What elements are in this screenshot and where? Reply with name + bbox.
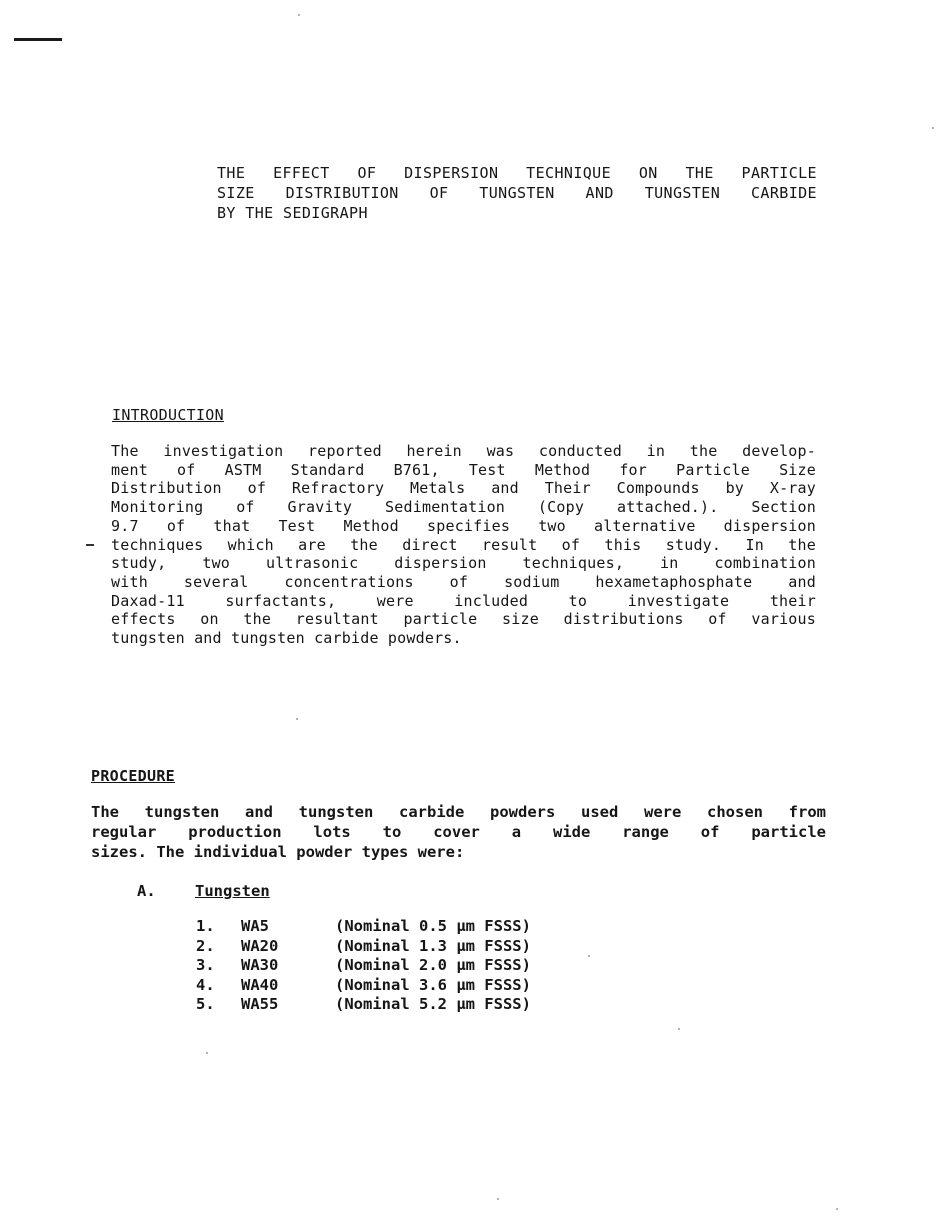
item-code: WA40	[241, 975, 279, 994]
procedure-heading: PROCEDURE	[91, 767, 175, 785]
paragraph-line: study, two ultrasonic dispersion techniques, in combination	[111, 554, 816, 573]
paragraph-line: with several concentrations of sodium hexametaphosphate and	[111, 572, 816, 591]
item-code: WA20	[241, 936, 279, 955]
scan-speck	[932, 127, 934, 129]
item-description: (Nominal 0.5 µm FSSS)	[335, 917, 531, 935]
scan-speck	[836, 1208, 838, 1210]
title-line: THE EFFECT OF DISPERSION TECHNIQUE ON THE PARTICLE	[217, 164, 817, 182]
paragraph-line: The tungsten and tungsten carbide powders used were chosen from	[91, 803, 826, 821]
scan-speck	[206, 1052, 208, 1054]
paragraph-line: The investigation reported herein was conducted in the develop-	[111, 442, 816, 460]
item-number: 5.	[196, 995, 215, 1013]
margin-dash	[86, 544, 94, 546]
scan-mark	[14, 38, 62, 41]
scan-speck	[296, 718, 298, 720]
item-code: WA30	[241, 956, 279, 974]
section-title: Tungsten	[195, 882, 270, 900]
paragraph-line: effects on the resultant particle size distributions of various	[111, 610, 816, 629]
procedure-paragraph	[91, 802, 826, 862]
scan-speck	[497, 1198, 499, 1200]
paragraph-line: 9.7 of that Test Method specifies two alternative dispersion	[111, 516, 816, 535]
paragraph-line: sizes. The individual powder types were:	[91, 843, 465, 861]
item-number: 3.	[196, 956, 215, 974]
paragraph-line: techniques which are the direct result of this study. In the	[111, 535, 816, 554]
introduction-paragraph	[111, 442, 816, 648]
document-title	[217, 163, 817, 223]
item-description: (Nominal 1.3 µm FSSS)	[335, 936, 531, 955]
paragraph-line: Monitoring of Gravity Sedimentation (Copy attached.). Section	[111, 498, 816, 517]
introduction-heading: INTRODUCTION	[112, 406, 224, 424]
scan-speck	[678, 1028, 680, 1030]
scan-speck	[298, 14, 300, 16]
paragraph-line: Daxad-11 surfactants, were included to investigate their	[111, 591, 816, 610]
item-number: 1.	[196, 917, 215, 935]
item-code: WA5	[241, 917, 269, 935]
item-number: 2.	[196, 936, 215, 955]
paragraph-line: Distribution of Refractory Metals and Their Compounds by X-ray	[111, 479, 816, 498]
paragraph-line: ment of ASTM Standard B761, Test Method for Particle Size	[111, 460, 816, 479]
paragraph-line: tungsten and tungsten carbide powders.	[111, 629, 462, 648]
item-description: (Nominal 3.6 µm FSSS)	[335, 975, 531, 994]
item-description: (Nominal 5.2 µm FSSS)	[335, 995, 531, 1013]
item-number: 4.	[196, 975, 215, 994]
title-line: BY THE SEDIGRAPH	[217, 204, 368, 222]
section-label: A.	[137, 882, 156, 900]
paragraph-line: regular production lots to cover a wide range of particle	[91, 823, 826, 841]
scan-speck	[588, 955, 590, 957]
title-line: SIZE DISTRIBUTION OF TUNGSTEN AND TUNGSTEN CARBIDE	[217, 184, 817, 202]
item-description: (Nominal 2.0 µm FSSS)	[335, 956, 531, 974]
item-code: WA55	[241, 995, 279, 1013]
